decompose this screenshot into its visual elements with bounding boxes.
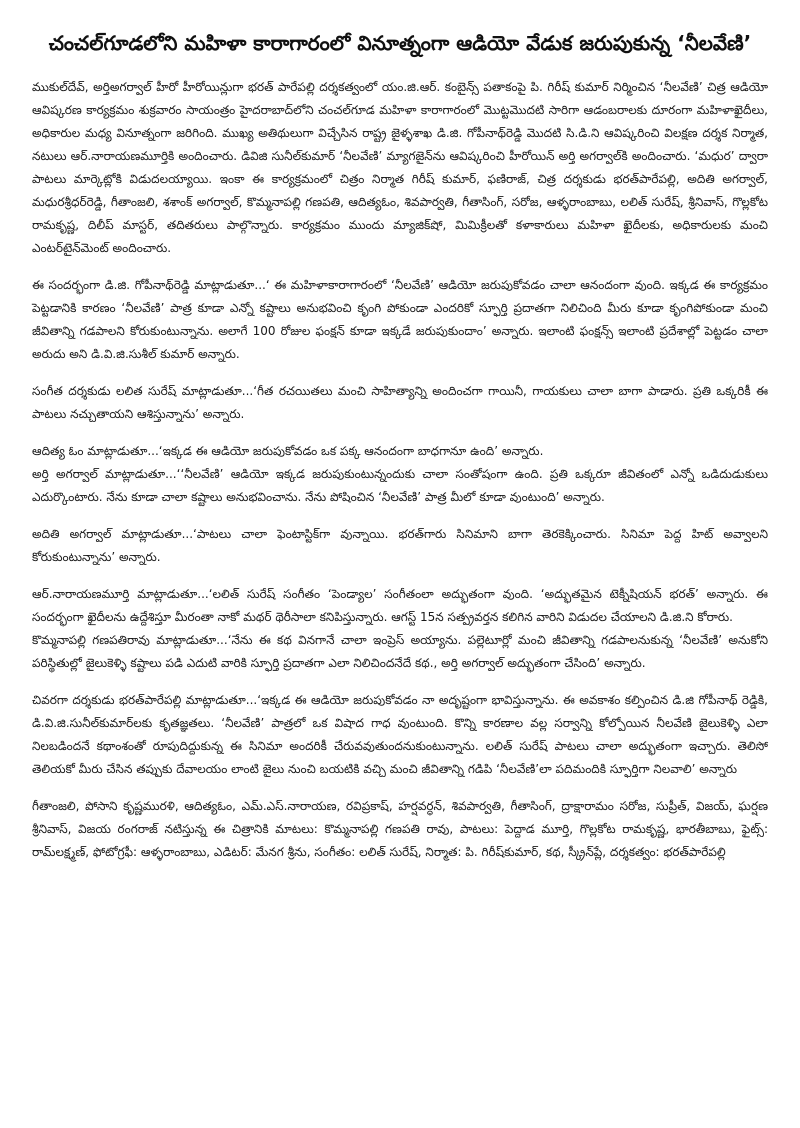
paragraph-narayanamurthy-speech: ఆర్.నారాయణమూర్తి మాట్లాడుతూ...‘లలిత్ సురేష్ సంగీతం ‘పెండ్యాల’ సంగీతంలా అద్భుతంగా వుంది. ‘అద్భుతమైన టెక్నీషియన్ భరత్’ అన్నారు. ఈ సందర్భంగా ఖైదీలను ఉద్దేశిస్తూ మీరంతా నాకో మథర్ థెరీసాలా కనిపిస్తున్నారు. ఆగస్ట్ 15న సత్ప్రవర్తన కలిగిన వారిని విడుదల చేయాలని డి.జి.ని కోరారు. [32,587,768,624]
paragraph-music-director-speech: సంగీత దర్శకుడు లలిత సురేష్ మాట్లాడుతూ...‘గీత రచయితలు మంచి సాహిత్యాన్ని అందించగా గాయినీ, గాయకులు చాలా బాగా పాడారు. ప్రతి ఒక్కరికీ ఈ పాటలు నచ్చుతాయని ఆశిస్తున్నాను’ అన్నారు. [32,384,768,421]
paragraph-director-speech: చివరగా దర్శకుడు భరత్‌పారేపల్లి మాట్లాడుతూ...‘ఇక్కడ ఈ ఆడియో జరుపుకోవడం నా అదృష్టంగా భావిస్తున్నాను. ఈ అవకాశం కల్పించిన డి.జి గోపీనాథ్ రెడ్డికి, డి.వి.జి.సునీల్‌కుమార్‌లకు కృతజ్ఞతలు. ‘నీలవేణి’ పాత్రలో ఒక విషాద గాధ వుంటుంది. కొన్ని కారణాల వల్ల సర్వాన్ని కోల్పోయిన నీలవేణి జైలుకెళ్ళి ఎలా నిలబడిందనే కథాంశంతో రూపుదిద్దుకున్న ఈ సినిమా అందరికీ చేరువవుతుందనుకుంటున్నాను. లలిత్ సురేష్ పాటలు చాలా అద్భుతంగా ఇచ్చారు. తెలిసో తెలియకో మీరు చేసిన తప్పుకు దేవాలయం లాంటి జైలు నుంచి బయటికి వచ్చి మంచి జీవితాన్ని గడిపి ‘నీలవేణి’లా పదిమందికి స్ఫూర్తిగా నిలవాలి’ అన్నారు [32,693,768,776]
paragraph-arti-agarwal-speech: అర్తి అగర్వాల్ మాట్లాడుతూ...‘‘నీలవేణి’ ఆడియో ఇక్కడ జరుపుకుంటున్నందుకు చాలా సంతోషంగా ఉంది. ప్రతి ఒక్కరూ జీవితంలో ఎన్నో ఒడిదుడుకులు ఎదుర్కొంటారు. నేను కూడా చాలా కష్టాలు అనుభవించాను. నేను పోషించిన ‘నీలవేణి’ పాత్ర మీలో కూడా వుంటుంది’ అన్నారు. [32,467,768,504]
paragraph-dg-speech: ఈ సందర్భంగా డి.జి. గోపీనాథ్‌రెడ్డి మాట్లాడుతూ...‘ ఈ మహిళాకారాగారంలో ‘నీలవేణి’ ఆడియో జరుపుకోవడం చాలా ఆనందంగా వుంది. ఇక్కడ ఈ కార్యక్రమం పెట్టడానికి కారణం ‘నీలవేణి’ పాత్ర కూడా ఎన్నో కష్టాలు అనుభవించి కృంగి పోకుండా ఎందరికో స్ఫూర్తి ప్రదాతగా నిలిచింది మీరు కూడా కృంగిపోకుండా మంచి జీవితాన్ని గడపాలని కోరుకుంటున్నాను. అలాగే 100 రోజుల ఫంక్షన్ కూడా ఇక్కడే జరుపుకుందాం’ అన్నారు. ఇలాంటి ఫంక్షన్స్ ఇలాంటి ప్రదేశాల్లో పెట్టడం చాలా అరుదు అని డి.వి.జి.సుశీల్ కుమార్ అన్నారు. [32,278,768,361]
paragraph-aditi-agarwal-speech: అదితి అగర్వాల్ మాట్లాడుతూ...‘పాటలు చాలా ఫెంటాస్టిక్‌గా వున్నాయి. భరత్‌గారు సినిమాని బాగా తెరకెక్కించారు. సినిమా పెద్ద హిట్ అవ్వాలని కోరుకుంటున్నాను’ అన్నారు. [32,527,768,564]
article-headline: చంచల్‌గూడలోని మహిళా కారాగారంలో వినూత్నంగా ఆడియో వేడుక జరుపుకున్న ‘నీలవేణి’ [48,31,752,55]
paragraph-event-summary: ముకుల్‌దేవ్, అర్తిఅగర్వాల్ హీరో హీరోయిన్లుగా భరత్ పారేపల్లి దర్శకత్వంలో యం.జి.ఆర్. కంబైన్స్ పతాకంపై పి. గిరీష్ కుమార్ నిర్మించిన ‘నీలవేణి’ చిత్ర ఆడియో ఆవిష్కరణ కార్యక్రమం శుక్రవారం సాయంత్రం హైదరాబాద్‌లోని చంచల్‌గూడ మహిళా కారాగారంలో మొట్టమొదటి సారిగా ఆడంబరాలకు దూరంగా మహిళాఖైదీలు, అధికారుల మధ్య వినూత్నంగా జరిగింది. ముఖ్య అతిథులుగా విచ్చేసిన రాష్ట్ర జైళ్ళశాఖ డి.జి. గోపీనాథ్‌రెడ్డి మొదటి సి.డి.ని ఆవిష్కరించి విలక్షణ దర్శక నిర్మాత, నటులు ఆర్.నారాయణమూర్తికి అందించారు. డివిజి సునీల్‌కుమార్ ‘నీలవేణి’ మ్యాగజైన్‌ను ఆవిష్కరించి హీరోయిన్ అర్తి అగర్వాల్‌కి అందించారు. ‘మధుర’ ద్వారా పాటలు మార్కెట్లోకి విడుదలయ్యాయి. ఇంకా ఈ కార్యక్రమంలో చిత్రం నిర్మాత గిరీష్ కుమార్, ఫణిరాజ్, చిత్ర దర్శకుడు భరత్‌పారేపల్లి, అదితి అగర్వాల్, మధురశ్రీధర్‌రెడ్డి, గీతాంజలి, శశాంక్ అగర్వాల్, కొమ్మనాపల్లి గణపతి, ఆదిత్యఓం, శివపార్వతి, గీతాసింగ్, సరోజ, ఆళ్ళరాంబాబు, లలిత్ సురేష్, శ్రీనివాస్‌, గొల్లకోట రామకృష్ణ, దిలీప్ మాస్టర్, తదితరులు పాల్గొన్నారు. కార్యక్రమం ముందు మ్యాజిక్‌షో, మిమిక్రీలతో కళాకారులు మహిళా ఖైదీలకు, అధికారులకు మంచి ఎంటర్‌టైన్‌మెంట్ అందించారు. [32,80,768,255]
paragraph-ganapathi-rao-speech: కొమ్మనాపల్లి గణపతిరావు మాట్లాడుతూ...‘నేను ఈ కథ వినగానే చాలా ఇంప్రెస్ అయ్యాను. పల్లెటూర్లో మంచి జీవితాన్ని గడపాలనుకున్న ‘నీలవేణి’ అనుకోని పరిస్థితుల్లో జైలుకెళ్ళి కష్టాలు పడి ఎదుటి వారికి స్ఫూర్తి ప్రదాతగా ఎలా నిలిచిందనేదే కథ., అర్తి అగర్వాల్ అద్భుతంగా చేసింది’ అన్నారు. [32,633,768,670]
paragraph-cast-and-crew: గీతాంజలి, పోసాని కృష్ణమురళి, ఆదిత్యఓం, ఎమ్.ఎస్.నారాయణ, రవిప్రకాష్, హర్షవర్ధన్, శివపార్వతి, గీతాసింగ్, ద్రాక్షారామం సరోజ, సుప్రీత్, విజయ్, ఘర్షణ శ్రీనివాస్, విజయ రంగరాజ్ నటిస్తున్న ఈ చిత్రానికి మాటలు: కొమ్మనాపల్లి గణపతి రావు, పాటలు: పెద్దాడ మూర్తి, గొల్లకోట రామకృష్ణ, భారతీబాబు, ఫైట్స్: రామ్‌లక్ష్మణ్, ఫోటోగ్రఫీ: ఆళ్ళరాంబాబు, ఎడిటర్: మేనగ శ్రీను, సంగీతం: లలిత్ సురేష్, నిర్మాత: పి. గిరీష్‌కుమార్, కథ, స్క్రీన్‌ప్లే, దర్శకత్వం: భరత్‌పారేపల్లి [32,799,768,859]
paragraph-aditya-om-speech: ఆదిత్య ఓం మాట్లాడుతూ...‘ఇక్కడ ఈ ఆడియో జరుపుకోవడం ఒక పక్క ఆనందంగా బాధగానూ ఉంది’ అన్నారు. [32,444,544,458]
